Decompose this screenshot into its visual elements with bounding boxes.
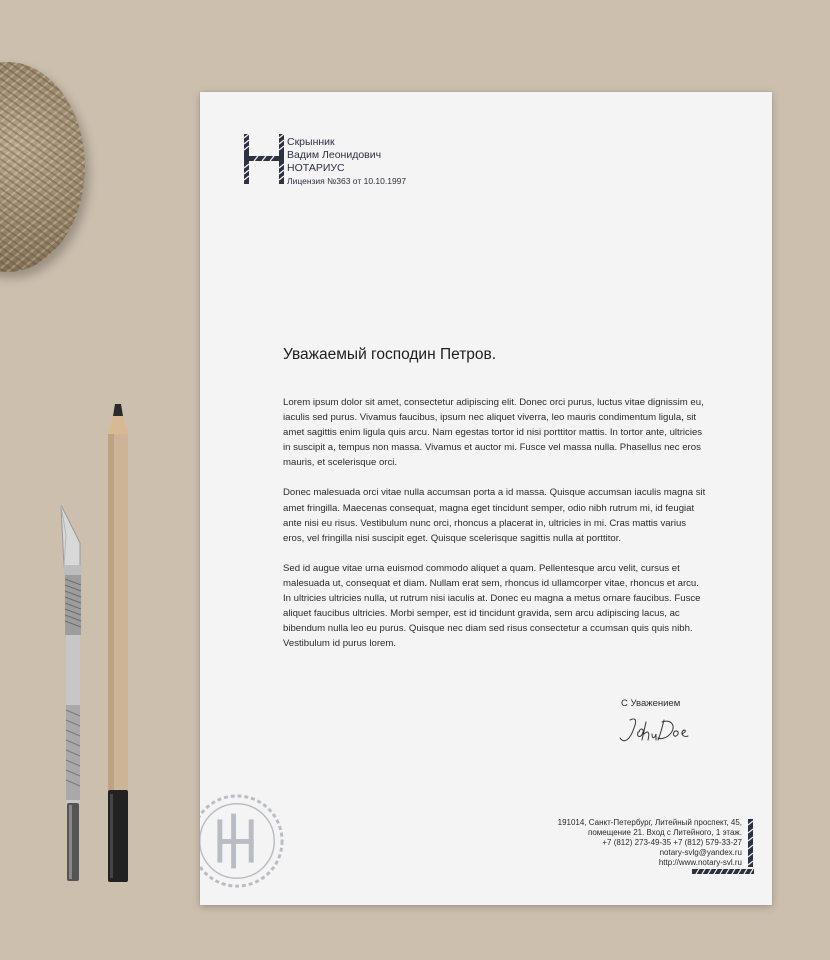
footer-stripe-icon [748, 819, 754, 867]
footer-phones: +7 (812) 273-49-35 +7 (812) 579-33-27 [602, 838, 742, 847]
notary-title: НОТАРИУС [287, 162, 345, 174]
letterhead-text [287, 136, 406, 188]
footer-website: http://www.notary-svl.ru [658, 858, 742, 867]
footer-address-line1: 191014, Санкт-Петербург, Литейный проспект, 45, [557, 818, 742, 827]
utility-knife [58, 505, 88, 885]
body-paragraph: Donec malesuada orci vitae nulla accumsan porta a id massa. Quisque accumsan iaculis magna sit amet fringilla. Maecenas consequat, magna eget tincidunt semper, odio nibh rutrum mi, id feugiat ante nisi eu risus. Vestibulum nunc orci, rhoncus a placerat in, ultricies in mi. Cras mattis varius eros, vel fringilla nisi suscipit eget. Quisque scelerisque sagittis nulla at porttitor. [283, 487, 706, 544]
letter-sheet [200, 92, 772, 905]
pencil [104, 404, 132, 889]
letter-body [283, 395, 709, 666]
twine-ball [0, 62, 85, 272]
notary-given-names: Вадим Леонидович [287, 149, 382, 161]
footer-dashes-icon [692, 869, 754, 874]
footer-address-line2: помещение 21. Вход с Литейного, 1 этаж. [587, 828, 742, 837]
notary-surname: Скрынник [287, 136, 335, 148]
letter-greeting: Уважаемый господин Петров. [283, 346, 497, 363]
letter-closing: С Уважением [621, 698, 681, 709]
notary-license: Лицензия №363 от 10.10.1997 [287, 176, 407, 186]
body-paragraph: Lorem ipsum dolor sit amet, consectetur adipiscing elit. Donec orci purus, luctus vitae dignissim eu, iaculis sed purus. Vivamus faucibus, ipsum nec aliquet viverra, leo mauris condimentum ligula, sit amet sagittis enim ligula quis arcu. Nam egestas tortor id nisi porttitor mattis. In tortor ante, ultricies in suscipit a, tempus non massa. Vivamus et auctor mi. Fusce vel massa nulla. Phasellus nec eros mauris, et scelerisque orci. [283, 397, 704, 469]
notary-logo-icon [244, 134, 286, 184]
body-paragraph: Sed id augue vitae urna euismod commodo aliquet a quam. Pellentesque arcu velit, cursus et malesuada ut, consequat et diam. Nullam erat sem, rhoncus id ullamcorper vitae, rhoncus et arcu. In ultricies ultricies nulla, ut rutrum nisi iaculis at. Donec eu magna a metus ornare faucibus. Fusce aliquet faucibus ultricies. Morbi semper, est id tincidunt gravida, sem arcu adipiscing lacus, ac bibendum nulla leo eu purus. Quisque nec diam sed risus consectetur a ccumsan quis quis nibh. Vestibulum id purus lorem. [283, 562, 701, 650]
handwritten-signature [616, 714, 696, 750]
footer-email: notary-svlg@yandex.ru [659, 848, 742, 857]
notary-stamp-icon [200, 792, 286, 890]
letter-footer [558, 818, 742, 868]
